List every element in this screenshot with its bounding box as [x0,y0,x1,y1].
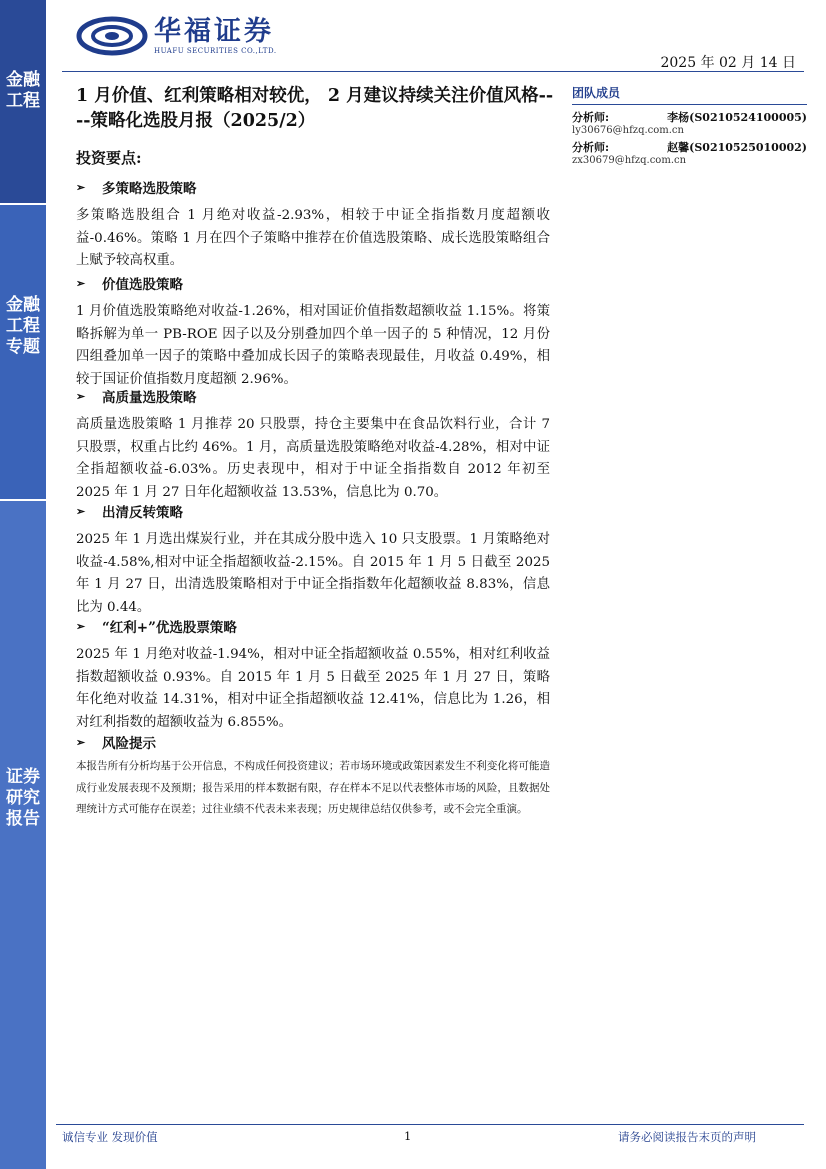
footer-disclaimer: 请务必阅读报告末页的声明 [618,1130,756,1144]
risk-body: 本报告所有分析均基于公开信息，不构成任何投资建议；若市场环境或政策因素发生不利变化将可能造成行业发展表现不及预期；报告采用的样本数据有限，存在样本不足以代表整体市场的风险，且数据处理统计方式可能存在误差；过往业绩不代表未来表现；历史规律总结仅供参考，或不会完全重演。 [76,760,550,815]
page-number: 1 [404,1129,412,1143]
analyst-role: 分析师: [572,111,610,124]
sidebar-block-2 [0,205,46,499]
logo-text-cn: 华福证券 [154,16,274,47]
section-heading: 高质量选股策略 [102,390,197,406]
report-date: 2025 年 02 月 14 日 [660,55,796,71]
logo-text-en: HUAFU SECURITIES CO.,LTD. [154,47,277,55]
sidebar-label-3: 证券研究报告 [6,767,40,829]
sidebar-label-2: 金融工程专题 [6,295,40,357]
team-title: 团队成员 [572,84,807,105]
section-quality [76,386,550,504]
team-panel [572,84,807,169]
section-dividend [76,616,550,734]
section-body: 1 月价值选股策略绝对收益-1.26%，相对国证价值指数超额收益 1.15%。将策略拆解为单一 PB-ROE 因子以及分别叠加四个单一因子的 5 种情况，12 月份四组叠加单一因子的策略中叠加成长因子的策略表现最佳，月收益 0.49%，相较于国证价值指数月度超额 2.96%。 [76,304,550,387]
key-points-label: 投资要点: [76,149,142,167]
section-body: 多策略选股组合 1 月绝对收益-2.93%，相较于中证全指指数月度超额收益-0.46%。策略 1 月在四个子策略中推荐在价值选股策略、成长选股策略组合上赋予较高权重。 [76,208,550,268]
analyst-row [572,109,807,125]
sidebar-block-1 [0,0,46,203]
section-multi-strategy [76,177,550,273]
section-risk [76,732,550,821]
footer-slogan: 诚信专业 发现价值 [62,1130,158,1144]
analyst-name: 赵馨(S0210525010002) [667,141,807,154]
analyst-name: 李杨(S0210524100005) [667,111,807,124]
sidebar-block-3 [0,501,46,1169]
header-divider [62,71,804,72]
section-body: 2025 年 1 月绝对收益-1.94%，相对中证全指超额收益 0.55%，相对红利收益指数超额收益 0.93%。自 2015 年 1 月 5 日截至 2025 年 1 月 27 日，策略年化绝对收益 14.31%，相对中证全指超额收益 12.41%，信息比为 1.26，相对红利指数的超额收益为 6.855%。 [76,647,550,730]
analyst-email[interactable]: zx30679@hfzq.com.cn [572,155,687,166]
arrow-bullet-icon: ➢ [76,389,86,403]
footer-divider [56,1124,804,1125]
risk-heading: 风险提示 [102,736,156,752]
section-value [76,273,550,391]
arrow-bullet-icon: ➢ [76,735,86,749]
company-logo [76,14,277,58]
arrow-bullet-icon: ➢ [76,504,86,518]
sidebar-label-1: 金融工程 [6,70,40,111]
section-heading: 出清反转策略 [102,505,183,521]
arrow-bullet-icon: ➢ [76,619,86,633]
section-heading: “红利+”优选股票策略 [102,620,237,636]
section-body: 2025 年 1 月选出煤炭行业，并在其成分股中选入 10 只支股票。1 月策略绝对收益-4.58%,相对中证全指超额收益-2.15%。自 2015 年 1 月 5 日截至 2025 年 1 月 27 日，出清选股策略相对于中证全指指数年化超额收益 8.83%，信息比为 0.44。 [76,532,550,615]
arrow-bullet-icon: ➢ [76,180,86,194]
logo-swoosh-icon [76,14,148,58]
section-body: 高质量选股策略 1 月推荐 20 只股票，持仓主要集中在食品饮料行业，合计 7 只股票，权重占比约 46%。1 月，高质量选股策略绝对收益-4.28%，相对中证全指超额收益-6.03%。历史表现中，相对于中证全指指数自 2012 年初至 2025 年 1 月 27 日年化超额收益 13.53%，信息比为 0.70。 [76,417,550,500]
section-reversal [76,501,550,619]
analyst-email[interactable]: ly30676@hfzq.com.cn [572,125,684,136]
analyst-row [572,139,807,155]
section-heading: 多策略选股策略 [102,181,197,197]
report-title: 1 月价值、红利策略相对较优， 2 月建议持续关注价值风格----策略化选股月报（2025/2） [76,86,554,131]
section-heading: 价值选股策略 [102,277,183,293]
arrow-bullet-icon: ➢ [76,276,86,290]
analyst-role: 分析师: [572,141,610,154]
